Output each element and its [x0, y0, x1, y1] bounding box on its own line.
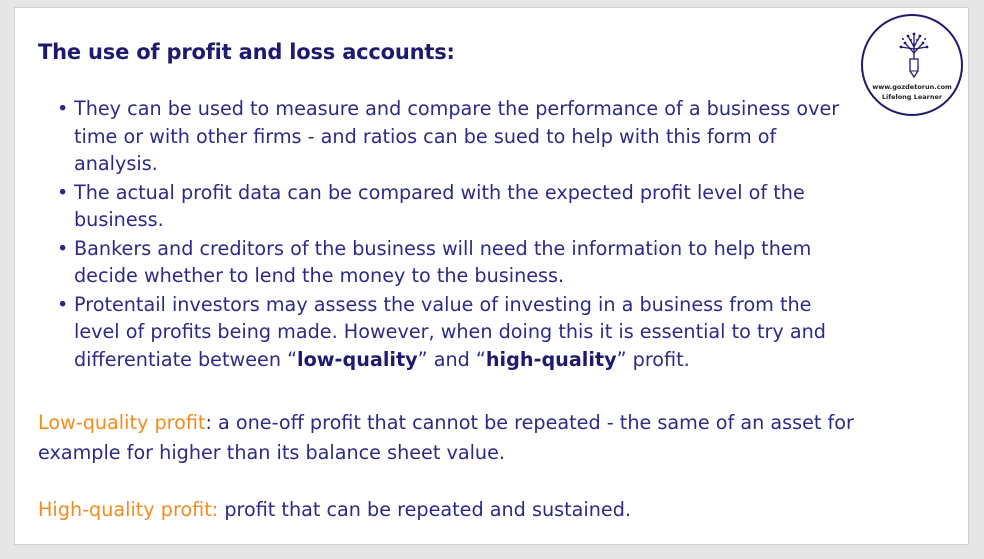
low-quality-term: Low-quality profit	[38, 411, 206, 434]
slide-title: The use of profit and loss accounts:	[38, 40, 455, 64]
bullet-list	[57, 95, 857, 374]
logo	[861, 14, 963, 116]
bullet-dot-icon: •	[57, 180, 69, 204]
bullet-item	[57, 235, 857, 290]
logo-url: www.gozdetorun.com	[872, 83, 952, 91]
slide	[14, 7, 969, 545]
bullet-item	[57, 179, 857, 234]
high-quality-term: High-quality profit:	[38, 498, 219, 521]
low-quality-text: : a one-off profit that cannot be repeated - the same of an asset for example for higher than its balance sheet value.	[38, 411, 854, 464]
bullet-dot-icon: •	[57, 292, 69, 316]
tree-pencil-icon	[895, 31, 933, 79]
bullet-dot-icon: •	[57, 236, 69, 260]
bullet-text-pre: Protentail investors may assess the value of investing in a business from the level of profits being made. However, when doing this it is essential to try and differentiate between “	[74, 292, 826, 371]
bullet-text: The actual profit data can be compared with the expected profit level of the business.	[74, 180, 805, 231]
bullet-item	[57, 95, 857, 178]
bold-term-low-quality: low-quality	[297, 347, 418, 371]
bullet-text: They can be used to measure and compare the performance of a business over time or with other firms - and ratios can be sued to help with this form of analysis.	[74, 97, 840, 175]
logo-tagline: Lifelong Learner	[881, 93, 943, 101]
low-quality-definition	[38, 408, 858, 468]
high-quality-text: profit that can be repeated and sustained.	[218, 498, 631, 521]
bullet-dot-icon: •	[57, 97, 69, 120]
bullet-item	[57, 291, 857, 374]
bullet-text-post: ” profit.	[616, 347, 690, 371]
bullet-text: Bankers and creditors of the business will need the information to help them decide whether to lend the money to the business.	[74, 236, 812, 287]
bullet-text-mid: ” and “	[417, 347, 486, 371]
high-quality-definition	[38, 495, 858, 525]
bold-term-high-quality: high-quality	[485, 347, 617, 371]
